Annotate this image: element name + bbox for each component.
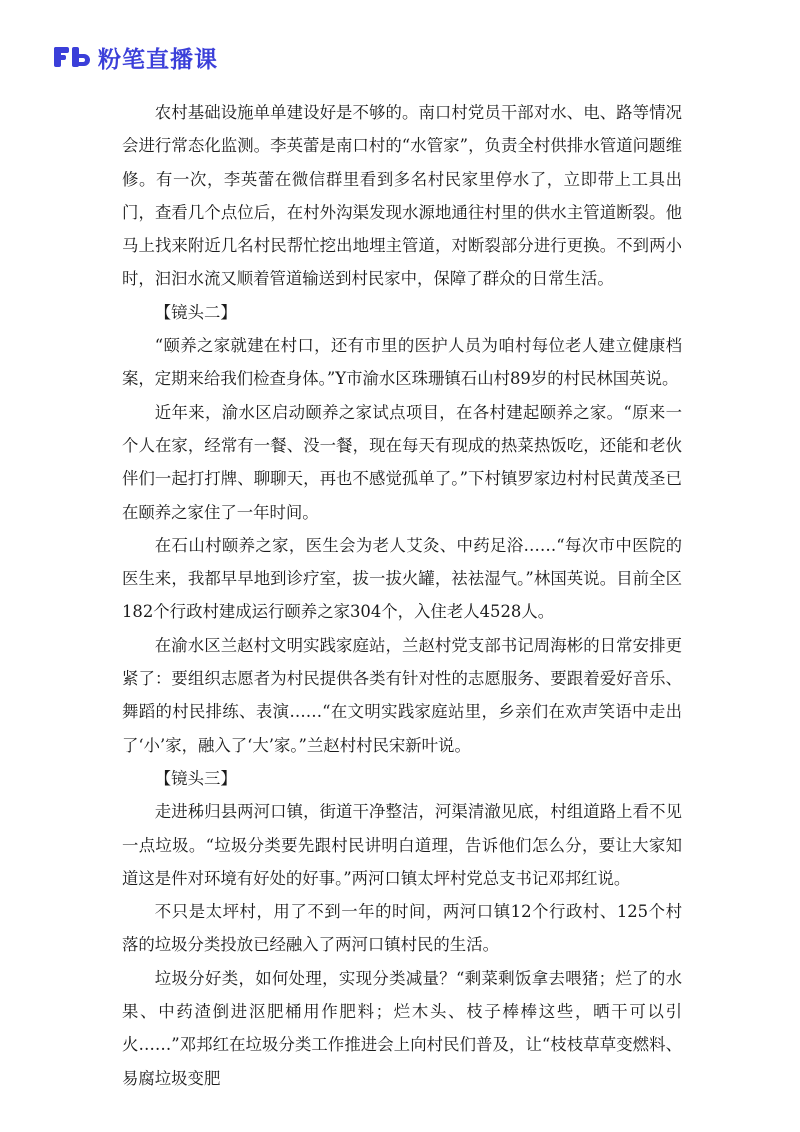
header [54,40,218,74]
paragraph: 走进秭归县两河口镇，街道干净整洁，河渠清澈见底，村组道路上看不见一点垃圾。“垃圾分类要先跟村民讲明白道理，告诉他们怎么分，要让大家知道这是件对环境有好处的好事。”两河口镇太坪村党总支书记邓邦红说。 [122,802,682,888]
paragraph: 近年来，渝水区启动颐养之家试点项目，在各村建起颐养之家。“原来一个人在家，经常有一餐、没一餐，现在每天有现成的热菜热饭吃，还能和老伙伴们一起打打牌、聊聊天，再也不感觉孤单了。”下村镇罗家边村村民黄茂圣已在颐养之家住了一年时间。 [122,402,682,522]
paragraph: 农村基础设施单单建设好是不够的。南口村党员干部对水、电、路等情况会进行常态化监测。李英蕾是南口村的“水管家”，负责全村供排水管道问题维修。有一次，李英蕾在微信群里看到多名村民家里停水了，立即带上工具出门，查看几个点位后，在村外沟渠发现水源地通往村里的供水主管道断裂。他马上找来附近几名村民帮忙挖出地埋主管道，对断裂部分进行更换。不到两小时，汩汩水流又顺着管道输送到村民家中，保障了群众的日常生活。 [122,103,682,289]
paragraph: 垃圾分好类，如何处理，实现分类减量？“剩菜剩饭拿去喂猪；烂了的水果、中药渣倒进沤肥桶用作肥料；烂木头、枝子棒棒这些，晒干可以引火……”邓邦红在垃圾分类工作推进会上向村民们普及，让“枝枝草草变燃料、易腐垃圾变肥 [122,968,682,1088]
article-body [122,96,682,1095]
section-heading: 【镜头二】 [154,302,237,322]
paragraph: “颐养之家就建在村口，还有市里的医护人员为咱村每位老人建立健康档案，定期来给我们检查身体。”Y市渝水区珠珊镇石山村89岁的村民林国英说。 [122,336,682,389]
section-heading: 【镜头三】 [154,768,237,788]
fb-logo-icon [54,45,92,69]
paragraph: 不只是太坪村，用了不到一年的时间，两河口镇12个行政村、125个村落的垃圾分类投放已经融入了两河口镇村民的生活。 [122,902,682,955]
paragraph: 在渝水区兰赵村文明实践家庭站，兰赵村党支部书记周海彬的日常安排更紧了：要组织志愿者为村民提供各类有针对性的志愿服务、要跟着爱好音乐、舞蹈的村民排练、表演……“在文明实践家庭站里，乡亲们在欢声笑语中走出了‘小’家，融入了‘大’家。”兰赵村村民宋新叶说。 [122,635,682,755]
brand-name: 粉笔直播课 [98,46,218,73]
paragraph: 在石山村颐养之家，医生会为老人艾灸、中药足浴……“每次市中医院的医生来，我都早早地到诊疗室，拔一拔火罐，祛祛湿气。”林国英说。目前全区182个行政村建成运行颐养之家304个，入住老人4528人。 [122,535,682,622]
